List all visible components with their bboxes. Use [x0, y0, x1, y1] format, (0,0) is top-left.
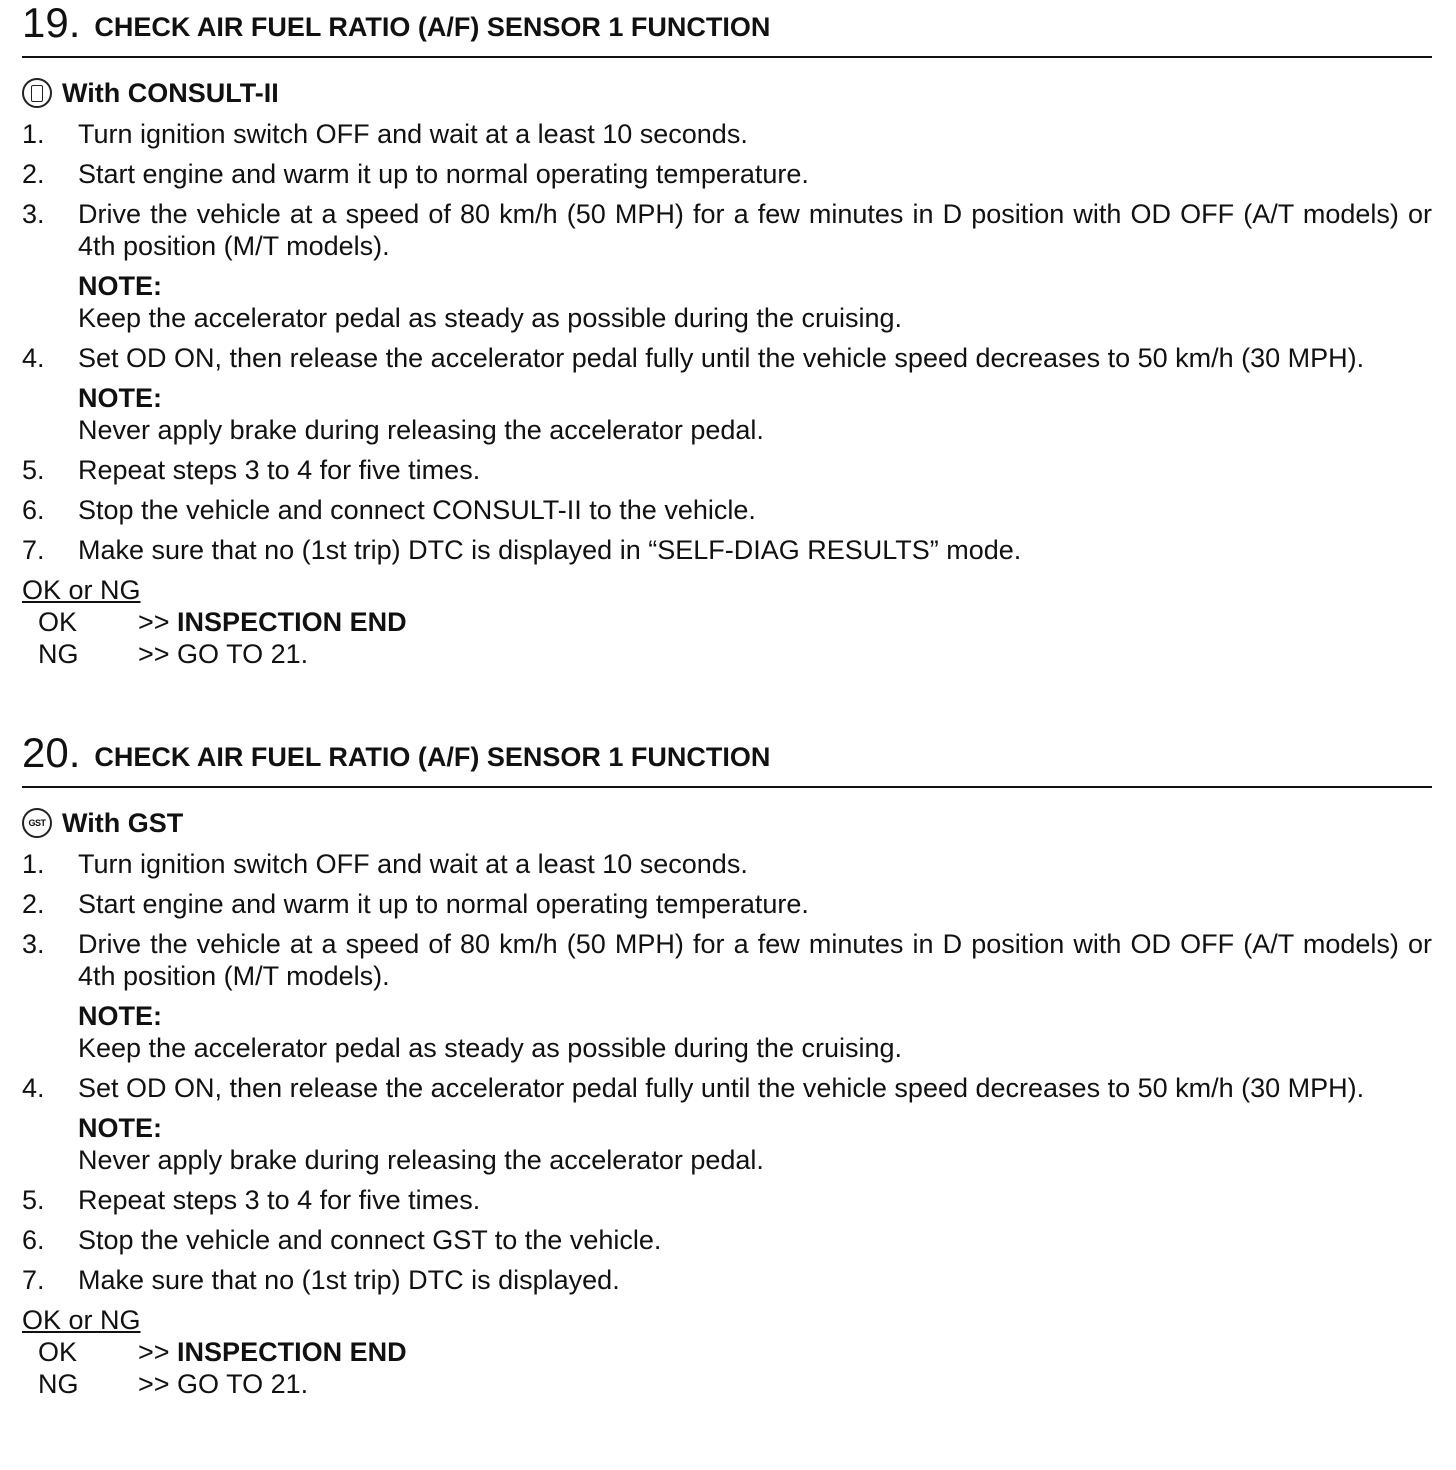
section-title: CHECK AIR FUEL RATIO (A/F) SENSOR 1 FUNCTION: [94, 742, 771, 772]
note-text: Keep the accelerator pedal as steady as possible during the cruising.: [78, 303, 903, 333]
section-header: [22, 730, 1432, 788]
step-number: 19.: [22, 0, 81, 46]
item-number: 5.: [22, 455, 45, 485]
list-item: [22, 928, 1432, 1064]
note-label: NOTE:: [78, 383, 162, 413]
item-text: Drive the vehicle at a speed of 80 km/h (50 MPH) for a few minutes in D position with OD OFF (A/T models) or 4th position (M/T models).: [78, 929, 1432, 991]
note-text: Keep the accelerator pedal as steady as possible during the cruising.: [78, 1033, 903, 1063]
list-item: [22, 1072, 1432, 1176]
note-label: NOTE:: [78, 1113, 162, 1143]
item-number: 3.: [22, 199, 45, 229]
result-ng: [22, 1368, 1432, 1400]
result-action: INSPECTION END: [177, 607, 407, 637]
item-number: 4.: [22, 1073, 45, 1103]
note-label: NOTE:: [78, 1001, 162, 1031]
result-ng: [22, 638, 1432, 670]
list-item: [22, 118, 1432, 150]
result-key: NG: [38, 1369, 79, 1399]
item-number: 1.: [22, 119, 45, 149]
list-item: [22, 1184, 1432, 1216]
result-ok: [22, 1336, 1432, 1368]
note-text: Never apply brake during releasing the accelerator pedal.: [78, 415, 764, 445]
item-number: 2.: [22, 159, 45, 189]
list-item: [22, 494, 1432, 526]
list-item: [22, 1264, 1432, 1296]
item-text: Stop the vehicle and connect CONSULT-II to the vehicle.: [78, 495, 756, 525]
item-number: 7.: [22, 535, 45, 565]
item-text: Turn ignition switch OFF and wait at a least 10 seconds.: [78, 119, 748, 149]
result-action: GO TO 21.: [177, 1369, 309, 1399]
result-arrow: >>: [138, 607, 178, 637]
result-key: OK: [38, 1337, 78, 1367]
item-text: Repeat steps 3 to 4 for five times.: [78, 455, 481, 485]
list-item: [22, 888, 1432, 920]
item-text: Make sure that no (1st trip) DTC is displayed in “SELF-DIAG RESULTS” mode.: [78, 535, 1022, 565]
section-header: [22, 0, 1432, 58]
item-number: 3.: [22, 929, 45, 959]
ok-or-ng-label: OK or NG: [22, 575, 141, 605]
item-text: Drive the vehicle at a speed of 80 km/h (50 MPH) for a few minutes in D position with OD OFF (A/T models) or 4th position (M/T models).: [78, 199, 1432, 261]
gst-icon-text: GST: [28, 818, 46, 828]
note-text: Never apply brake during releasing the accelerator pedal.: [78, 1145, 764, 1175]
section-19: [22, 0, 1432, 670]
list-item: [22, 342, 1432, 446]
item-text: Start engine and warm it up to normal operating temperature.: [78, 159, 809, 189]
item-number: 2.: [22, 889, 45, 919]
item-text: Turn ignition switch OFF and wait at a least 10 seconds.: [78, 849, 748, 879]
result-action: INSPECTION END: [177, 1337, 407, 1367]
with-label: With GST: [62, 807, 184, 838]
item-text: Set OD ON, then release the accelerator pedal fully until the vehicle speed decreases to 50 km/h (30 MPH).: [78, 1073, 1365, 1103]
note-label: NOTE:: [78, 271, 162, 301]
consult-ii-icon: [22, 78, 52, 108]
tool-line: [22, 808, 1432, 838]
list-item: [22, 198, 1432, 334]
gst-icon: [22, 808, 52, 838]
item-text: Start engine and warm it up to normal operating temperature.: [78, 889, 809, 919]
item-text: Repeat steps 3 to 4 for five times.: [78, 1185, 481, 1215]
item-number: 4.: [22, 343, 45, 373]
with-label: With CONSULT-II: [62, 77, 279, 108]
item-text: Set OD ON, then release the accelerator pedal fully until the vehicle speed decreases to 50 km/h (30 MPH).: [78, 343, 1365, 373]
result-key: OK: [38, 607, 78, 637]
result-arrow: >>: [138, 1337, 178, 1367]
item-text: Make sure that no (1st trip) DTC is displayed.: [78, 1265, 620, 1295]
list-item: [22, 534, 1432, 566]
tool-line: [22, 78, 1432, 108]
step-list: [22, 118, 1432, 566]
item-number: 5.: [22, 1185, 45, 1215]
item-number: 6.: [22, 1225, 45, 1255]
list-item: [22, 1224, 1432, 1256]
list-item: [22, 158, 1432, 190]
list-item: [22, 848, 1432, 880]
item-number: 6.: [22, 495, 45, 525]
section-title: CHECK AIR FUEL RATIO (A/F) SENSOR 1 FUNCTION: [94, 12, 771, 42]
step-list: [22, 848, 1432, 1296]
result-arrow: >>: [138, 1369, 178, 1399]
list-item: [22, 454, 1432, 486]
result-ok: [22, 606, 1432, 638]
item-number: 7.: [22, 1265, 45, 1295]
section-20: [22, 730, 1432, 1400]
result-key: NG: [38, 639, 79, 669]
item-number: 1.: [22, 849, 45, 879]
step-number: 20.: [22, 729, 81, 776]
result-arrow: >>: [138, 639, 178, 669]
ok-or-ng-label: OK or NG: [22, 1305, 141, 1335]
result-action: GO TO 21.: [177, 639, 309, 669]
item-text: Stop the vehicle and connect GST to the vehicle.: [78, 1225, 662, 1255]
